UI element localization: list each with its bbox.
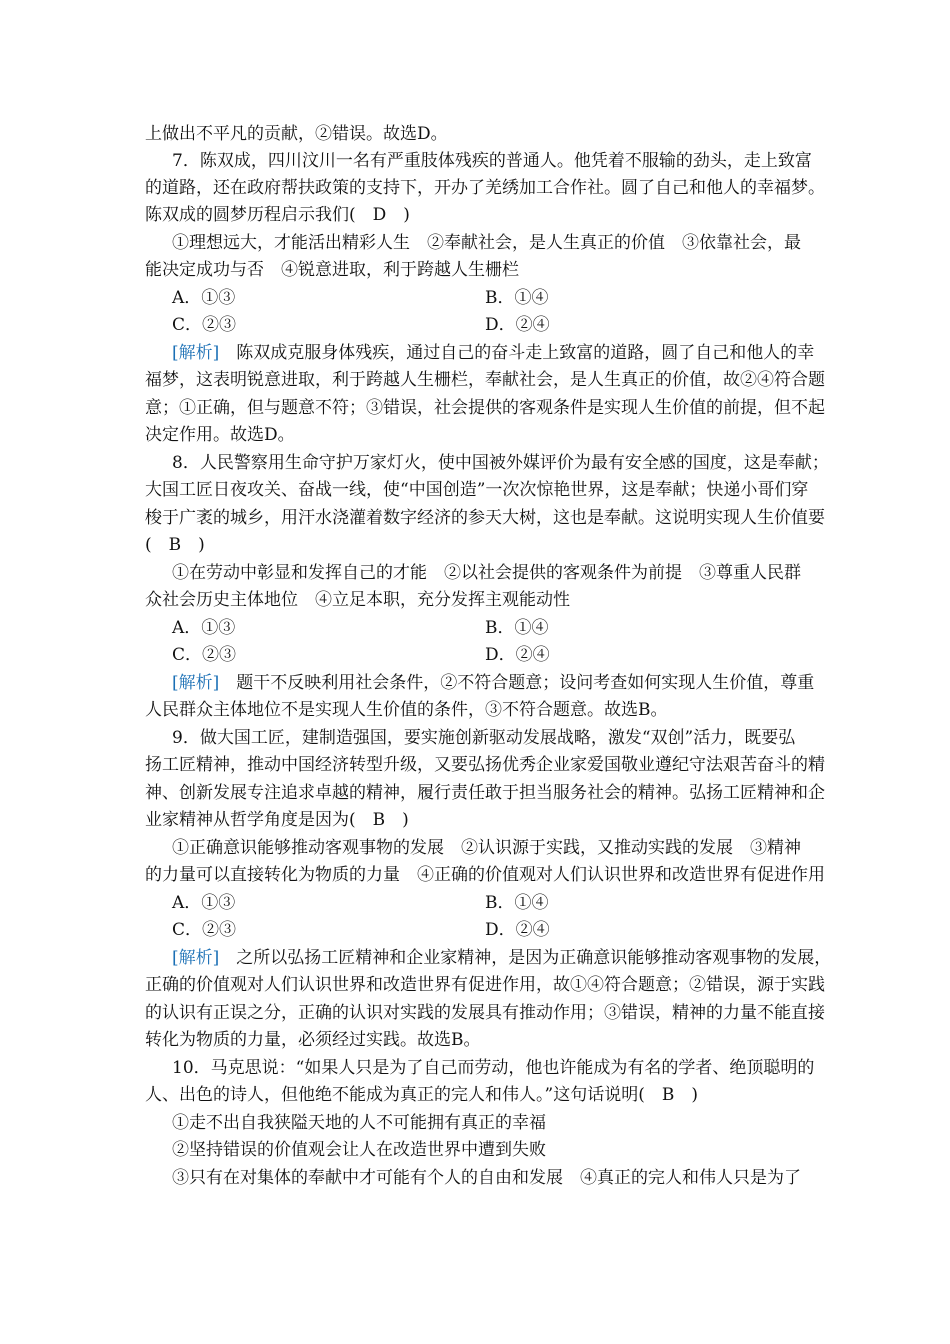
q9-analysis-line: 正确的价值观对人们认识世界和改造世界有促进作用，故①④符合题意；②错误，源于实践: [145, 975, 825, 995]
q8-stem-line: 8．人民警察用生命守护万家灯火，使中国被外媒评价为最有安全感的国度，这是奉献；: [172, 453, 829, 473]
q7-analysis-line: 福梦，这表明锐意进取，利于跨越人生栅栏，奉献社会，是人生真正的价值，故②④符合题: [145, 370, 825, 390]
q10-stem-line: 10．马克思说：“如果人只是为了自己而劳动，他也许能成为有名的学者、绝顶聪明的: [172, 1058, 815, 1078]
analysis-tag: [解析]: [172, 343, 220, 363]
q10-item-line: ③只有在对集体的奉献中才可能有个人的自由和发展 ④真正的完人和伟人只是为了: [172, 1168, 801, 1188]
q9-stem-line: 神、创新发展专注追求卓越的精神，履行责任敢于担当服务社会的精神。弘扬工匠精神和企: [145, 783, 825, 803]
q9-analysis-line: 的认识有正误之分，正确的认识对实践的发展具有推动作用；③错误，精神的力量不能直接: [145, 1003, 825, 1023]
q9-stem-line: 9．做大国工匠，建制造强国，要实施创新驱动发展战略，激发“双创”活力，既要弘: [172, 728, 796, 748]
q9-analysis-line: 转化为物质的力量，必须经过实践。故选B。: [145, 1030, 481, 1050]
q7-item-line: ①理想远大，才能活出精彩人生 ②奉献社会，是人生真正的价值 ③依靠社会，最: [172, 233, 801, 253]
q7-stem-line: 7．陈双成，四川汶川一名有严重肢体残疾的普通人。他凭着不服输的劲头，走上致富: [172, 151, 812, 171]
q7-option-b: B．①④: [485, 288, 549, 308]
q10-item-line: ①走不出自我狭隘天地的人不可能拥有真正的幸福: [172, 1113, 546, 1133]
q8-option-d: D．②④: [485, 645, 550, 665]
q7-option-c: C．②③: [172, 315, 237, 335]
analysis-text: 陈双成克服身体残疾，通过自己的奋斗走上致富的道路，圆了自己和他人的幸: [236, 343, 815, 363]
q9-analysis-line: [172, 947, 831, 969]
q9-option-b: B．①④: [485, 893, 549, 913]
q9-stem-line: 扬工匠精神，推动中国经济转型升级，又要弘扬优秀企业家爱国敬业遵纪守法艰苦奋斗的精: [145, 755, 825, 775]
analysis-text: 题干不反映利用社会条件，②不符合题意；设问考查如何实现人生价值，尊重: [236, 673, 815, 693]
q9-item-line: ①正确意识能够推动客观事物的发展 ②认识源于实践，又推动实践的发展 ③精神: [172, 838, 801, 858]
q9-option-d: D．②④: [485, 920, 550, 940]
q8-item-line: 众社会历史主体地位 ④立足本职，充分发挥主观能动性: [145, 590, 570, 610]
analysis-tag: [解析]: [172, 948, 220, 968]
q9-option-a: A．①③: [172, 893, 236, 913]
q8-stem-line: 大国工匠日夜攻关、奋战一线，使“中国创造”一次次惊艳世界，这是奉献；快递小哥们穿: [145, 480, 809, 500]
q8-stem-line: 梭于广袤的城乡，用汗水浇灌着数字经济的参天大树，这也是奉献。这说明实现人生价值要: [145, 508, 825, 528]
q6-tail: 上做出不平凡的贡献，②错误。故选D。: [145, 124, 448, 144]
q10-stem-line: 人、出色的诗人，但他绝不能成为真正的完人和伟人。”这句话说明( B ): [145, 1085, 698, 1105]
q7-analysis-line: 意；①正确，但与题意不符；③错误，社会提供的客观条件是实现人生价值的前提，但不起: [145, 398, 825, 418]
q8-option-c: C．②③: [172, 645, 237, 665]
q7-analysis-line: 决定作用。故选D。: [145, 425, 295, 445]
analysis-text: 之所以弘扬工匠精神和企业家精神，是因为正确意识能够推动客观事物的发展，: [236, 948, 832, 968]
q9-item-line: 的力量可以直接转化为物质的力量 ④正确的价值观对人们认识世界和改造世界有促进作用: [145, 865, 825, 885]
q7-option-d: D．②④: [485, 315, 550, 335]
q8-item-line: ①在劳动中彰显和发挥自己的才能 ②以社会提供的客观条件为前提 ③尊重人民群: [172, 563, 801, 583]
q10-item-line: ②坚持错误的价值观会让人在改造世界中遭到失败: [172, 1140, 546, 1160]
analysis-tag: [解析]: [172, 673, 220, 693]
q8-option-a: A．①③: [172, 618, 236, 638]
q7-stem-line: 的道路，还在政府帮扶政策的支持下，开办了羌绣加工合作社。圆了自己和他人的幸福梦。: [145, 178, 825, 198]
q8-option-b: B．①④: [485, 618, 549, 638]
q7-stem-line: 陈双成的圆梦历程启示我们( D ): [145, 205, 410, 225]
q7-option-a: A．①③: [172, 288, 236, 308]
q7-analysis-line: [172, 342, 814, 364]
q8-analysis-line: 人民群众主体地位不是实现人生价值的条件，③不符合题意。故选B。: [145, 700, 668, 720]
q8-stem-line: ( B ): [145, 535, 205, 555]
q7-item-line: 能决定成功与否 ④锐意进取，利于跨越人生栅栏: [145, 260, 519, 280]
q9-option-c: C．②③: [172, 920, 237, 940]
q9-stem-line: 业家精神从哲学角度是因为( B ): [145, 810, 409, 830]
q8-analysis-line: [172, 672, 814, 694]
